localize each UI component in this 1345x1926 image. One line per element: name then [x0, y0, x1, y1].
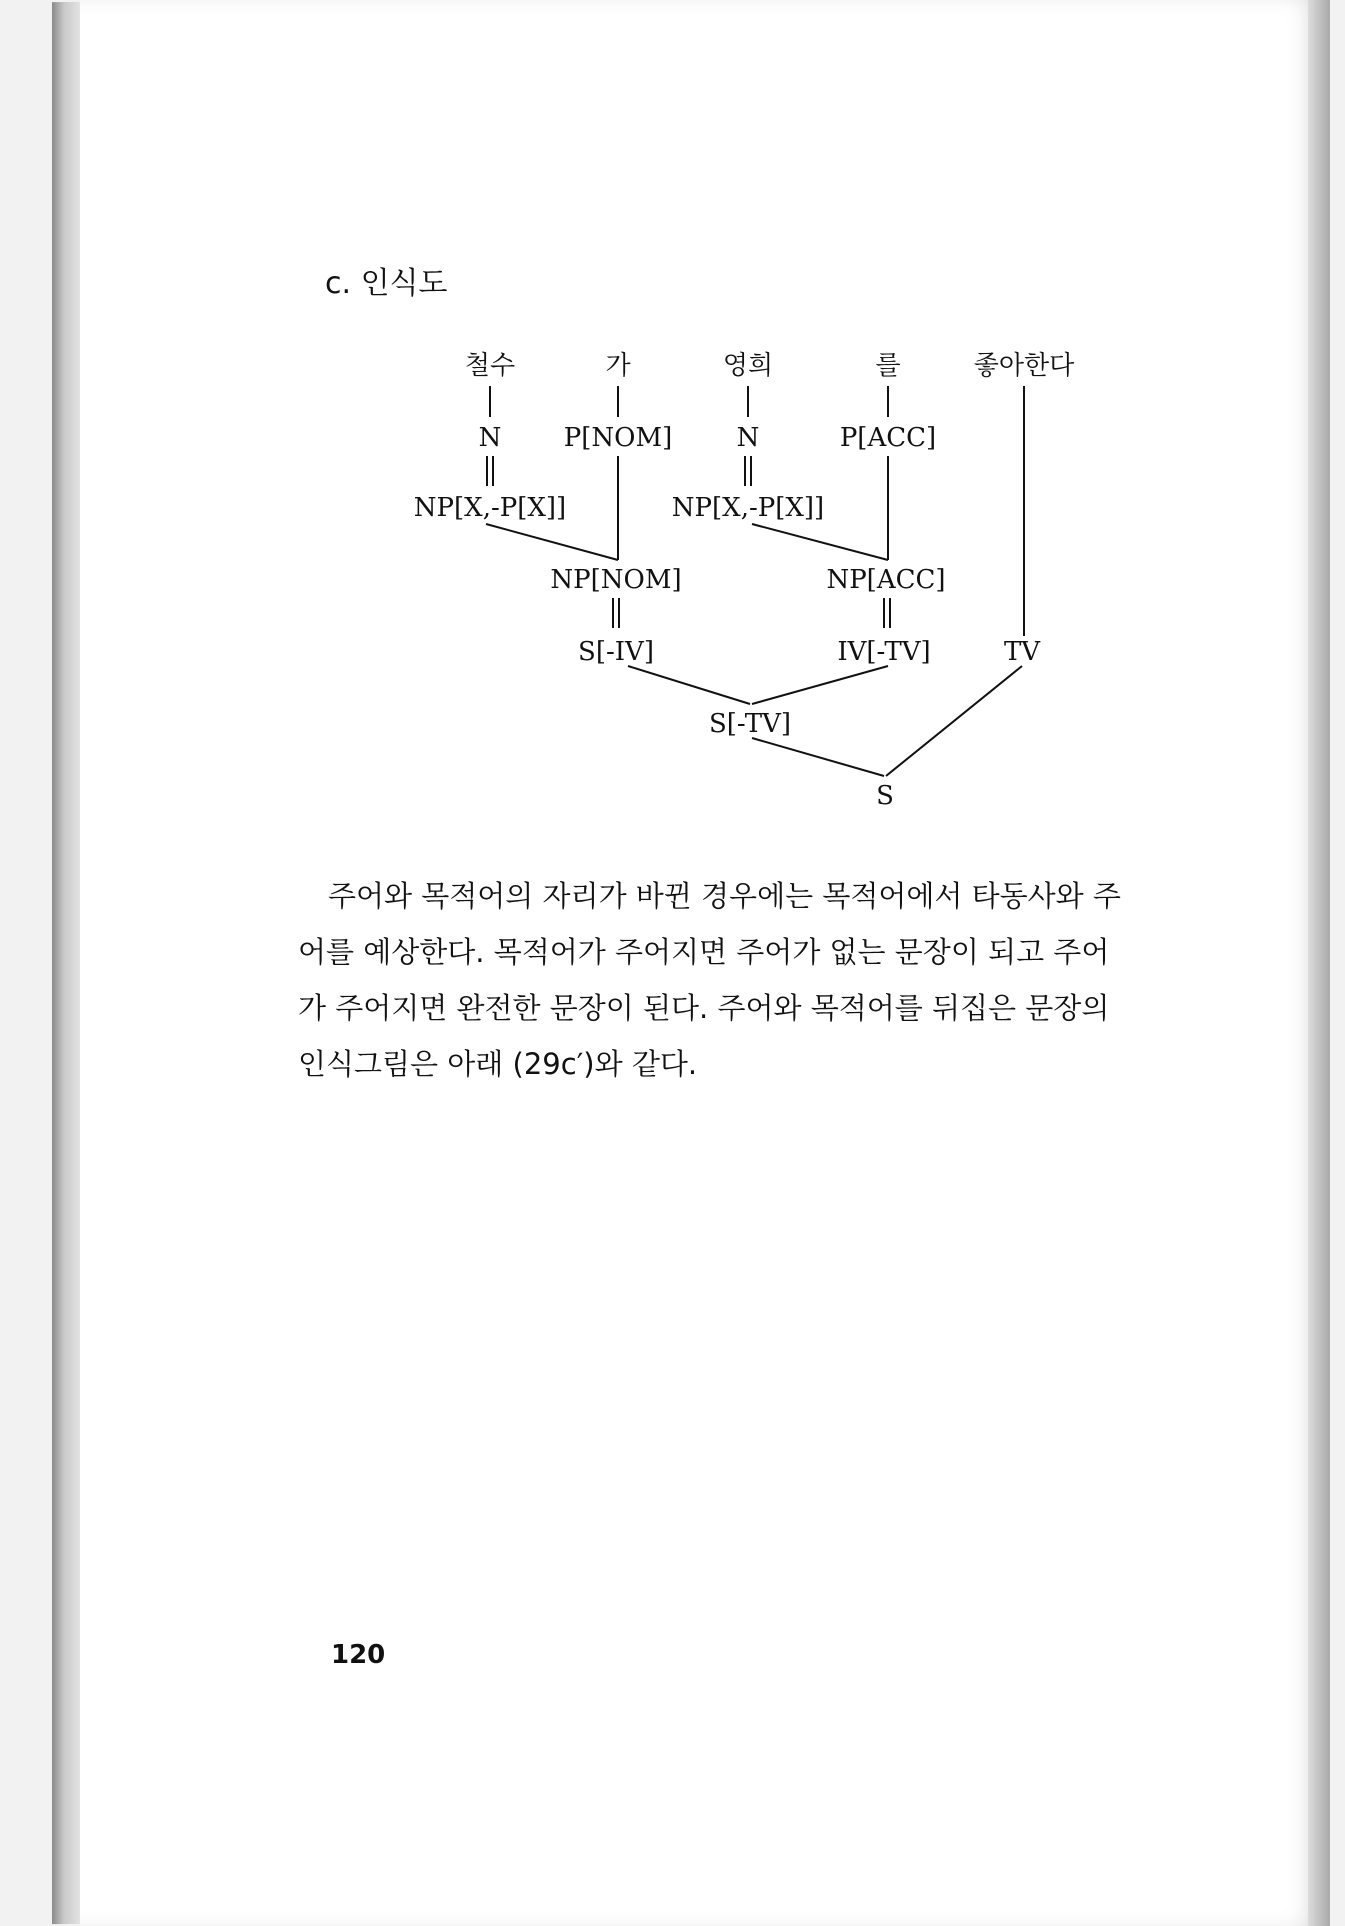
word-joahanda: 좋아한다 [973, 351, 1075, 381]
cat-np-acc: NP[ACC] [826, 565, 946, 595]
cat-n2: N [736, 423, 760, 453]
section-label: c. 인식도 [325, 266, 448, 301]
word-yeonghui: 영희 [722, 351, 774, 381]
cat-n1: N [478, 423, 502, 453]
page-number: 120 [331, 1640, 386, 1670]
paragraph-line: 어를 예상한다. 목적어가 주어지면 주어가 없는 문장이 되고 주어 [298, 935, 1110, 969]
cat-s-tv: S[-TV] [708, 709, 792, 739]
word-ga: 가 [605, 351, 631, 381]
cat-p-nom: P[NOM] [563, 423, 673, 453]
paragraph-line: 주어와 목적어의 자리가 바뀐 경우에는 목적어에서 타동사와 주 [328, 879, 1121, 913]
edge-line [628, 666, 750, 704]
edge-line [752, 738, 884, 776]
cat-iv-tv: IV[-TV] [837, 637, 931, 667]
edge-line [752, 666, 888, 704]
cat-p-acc: P[ACC] [839, 423, 937, 453]
edge-line [886, 666, 1022, 776]
paragraph-line: 가 주어지면 완전한 문장이 된다. 주어와 목적어를 뒤집은 문장의 [298, 991, 1110, 1025]
cat-np-nom: NP[NOM] [550, 565, 682, 595]
edge-line [486, 524, 618, 560]
cat-tv: TV [1003, 637, 1041, 667]
paragraph-line: 인식그림은 아래 (29c′)와 같다. [298, 1047, 698, 1081]
body-paragraph [298, 868, 1183, 1092]
word-reul: 를 [875, 351, 901, 381]
cat-s-root: S [876, 781, 894, 811]
cat-s-iv: S[-IV] [578, 637, 654, 667]
cat-np2: NP[X,-P[X]] [671, 493, 825, 523]
edge-line [752, 524, 888, 560]
cat-np1: NP[X,-P[X]] [413, 493, 567, 523]
word-cheolsu: 철수 [464, 351, 516, 381]
